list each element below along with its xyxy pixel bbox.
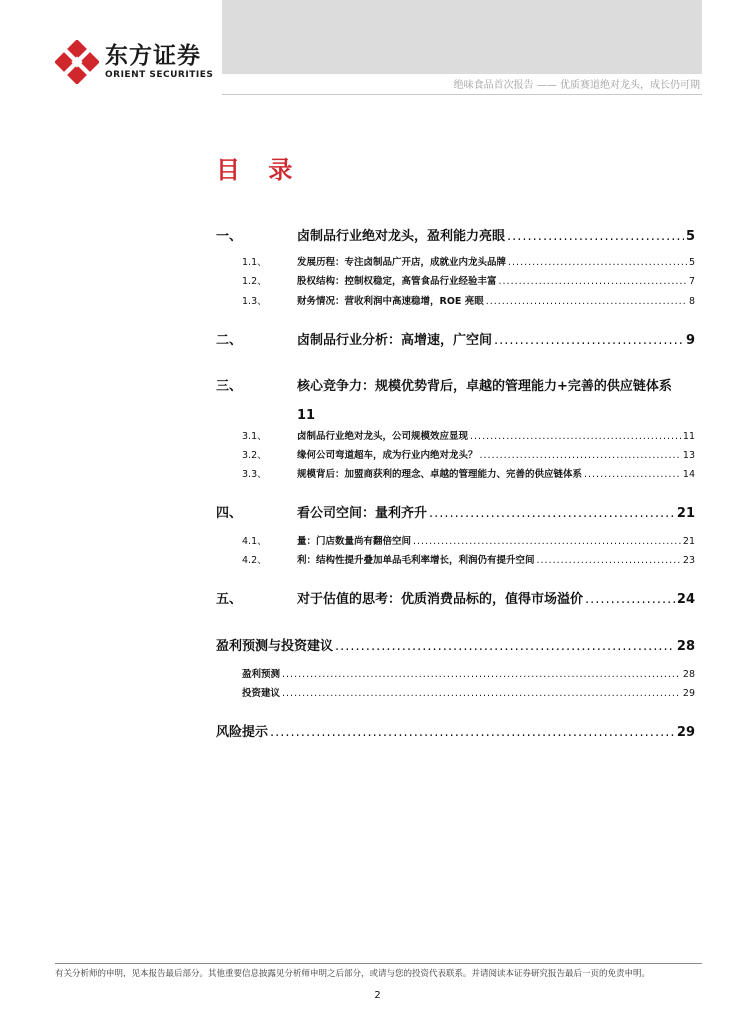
toc-entry-number: 3.3、 <box>242 469 267 480</box>
company-logo <box>55 40 213 84</box>
toc-entry-risk[interactable] <box>216 721 695 740</box>
toc-dot-leader <box>270 725 675 740</box>
toc-entry-page: 21 <box>682 536 695 547</box>
toc-dot-leader <box>335 639 675 654</box>
toc-entry-title: 规模背后：加盟商获利的理念、卓越的管理能力、完善的供应链体系 <box>297 469 583 480</box>
toc-entry-title: 对于估值的思考：优质消费品标的，值得市场溢价 <box>297 592 584 607</box>
toc-dot-leader <box>508 257 687 268</box>
toc-heading: 目 录 <box>216 156 303 184</box>
toc-entry-title: 投资建议 <box>242 688 281 699</box>
toc-dot-leader <box>585 592 675 607</box>
toc-entry-title: 盈利预测 <box>242 669 281 680</box>
toc-dot-leader <box>429 506 675 521</box>
toc-entry-4-2[interactable] <box>216 552 695 566</box>
toc-entry-number: 1.3、 <box>242 296 267 307</box>
toc-entry-number: 1.1、 <box>242 257 267 268</box>
toc-entry-title: 缘何公司弯道超车，成为行业内绝对龙头？ <box>297 450 478 461</box>
toc-dot-leader <box>584 469 681 480</box>
toc-entry-page: 5 <box>685 229 695 244</box>
toc-entry-page: 9 <box>685 333 695 348</box>
toc-entry-title: 利：结构性提升叠加单品毛利率增长，利润仍有提升空间 <box>297 555 535 566</box>
logo-chinese-name: 东方证券 <box>105 43 201 69</box>
toc-entry-number: 一、 <box>216 229 243 244</box>
toc-entry-section-5[interactable] <box>216 588 695 607</box>
toc-dot-leader <box>413 536 681 547</box>
toc-dot-leader <box>480 450 681 461</box>
footer-disclaimer: 有关分析师的申明，见本报告最后部分。其他重要信息披露见分析师申明之后部分，或请与您的投资代表联系。并请阅读本证券研究报告最后一页的免责申明。 <box>55 969 651 979</box>
toc-entry-title: 卤制品行业绝对龙头，公司规模效应显现 <box>297 431 469 442</box>
toc-entry-page: 24 <box>676 592 695 607</box>
toc-entry-page: 11 <box>297 408 316 423</box>
toc-entry-3-3[interactable] <box>216 466 695 480</box>
page-number: 2 <box>374 990 381 1001</box>
toc-entry-1-2[interactable] <box>216 273 695 287</box>
toc-entry-forecast[interactable] <box>242 666 695 680</box>
toc-entry-number: 四、 <box>216 506 243 521</box>
toc-entry-page: 11 <box>682 431 695 442</box>
toc-dot-leader <box>486 296 687 307</box>
toc-entry-section-4[interactable] <box>216 502 695 521</box>
toc-entry-number: 五、 <box>216 592 243 607</box>
toc-entry-number: 3.1、 <box>242 431 267 442</box>
toc-entry-title: 财务情况：营收利润中高速稳增，ROE 亮眼 <box>297 296 484 307</box>
toc-entry-number: 4.1、 <box>242 536 267 547</box>
toc-entry-page: 7 <box>688 276 695 287</box>
report-title: 绝味食品首次报告 —— 优质赛道绝对龙头，成长仍可期 <box>453 80 700 91</box>
header-gray-bar <box>222 0 702 74</box>
toc-entry-title: 股权结构：控制权稳定，高管食品行业经验丰富 <box>297 276 497 287</box>
toc-entry-1-1[interactable] <box>216 254 695 268</box>
toc-entry-3-1[interactable] <box>216 428 695 442</box>
toc-dot-leader <box>499 276 687 287</box>
toc-entry-1-3[interactable] <box>216 293 695 307</box>
toc-entry-page: 23 <box>682 555 695 566</box>
toc-entry-page: 28 <box>682 669 695 680</box>
toc-entry-number: 4.2、 <box>242 555 267 566</box>
toc-dot-leader <box>537 555 681 566</box>
toc-dot-leader <box>282 669 681 680</box>
toc-entry-title: 卤制品行业分析：高增速，广空间 <box>297 333 493 348</box>
toc-dot-leader <box>282 688 681 699</box>
toc-dot-leader <box>494 333 684 348</box>
orient-securities-logo-icon <box>55 40 99 84</box>
toc-entry-page: 29 <box>682 688 695 699</box>
toc-entry-title: 看公司空间：量利齐升 <box>297 506 428 521</box>
toc-entry-title: 盈利预测与投资建议 <box>216 639 334 654</box>
footer-divider <box>55 963 702 964</box>
toc-entry-number: 3.2、 <box>242 450 267 461</box>
toc-entry-number: 三、 <box>216 379 243 394</box>
toc-entry-section-2[interactable] <box>216 329 695 348</box>
toc-entry-section-3[interactable] <box>216 375 695 394</box>
toc-entry-page: 21 <box>676 506 695 521</box>
toc-entry-number: 1.2、 <box>242 276 267 287</box>
toc-entry-page: 14 <box>682 469 695 480</box>
toc-entry-title: 核心竞争力：规模优势背后，卓越的管理能力+完善的供应链体系 <box>297 379 672 394</box>
toc-entry-page: 8 <box>688 296 695 307</box>
toc-dot-leader <box>507 229 684 244</box>
toc-entry-3-2[interactable] <box>216 447 695 461</box>
toc-entry-section-1[interactable] <box>216 225 695 244</box>
toc-entry-page: 13 <box>682 450 695 461</box>
toc-entry-investment-advice[interactable] <box>242 685 695 699</box>
toc-entry-title: 量：门店数量尚有翻倍空间 <box>297 536 412 547</box>
logo-english-name: ORIENT SECURITIES <box>105 70 214 80</box>
toc-entry-page: 29 <box>676 725 695 740</box>
toc-entry-title: 风险提示 <box>216 725 269 740</box>
toc-entry-forecast-advice[interactable] <box>216 635 695 654</box>
toc-entry-4-1[interactable] <box>216 533 695 547</box>
toc-entry-number: 二、 <box>216 333 243 348</box>
toc-dot-leader <box>470 431 681 442</box>
header-divider <box>222 94 702 95</box>
toc-entry-page: 5 <box>688 257 695 268</box>
toc-entry-title: 卤制品行业绝对龙头，盈利能力亮眼 <box>297 229 506 244</box>
toc-entry-page: 28 <box>676 639 695 654</box>
toc-entry-title: 发展历程：专注卤制品广开店，成就业内龙头品牌 <box>297 257 507 268</box>
